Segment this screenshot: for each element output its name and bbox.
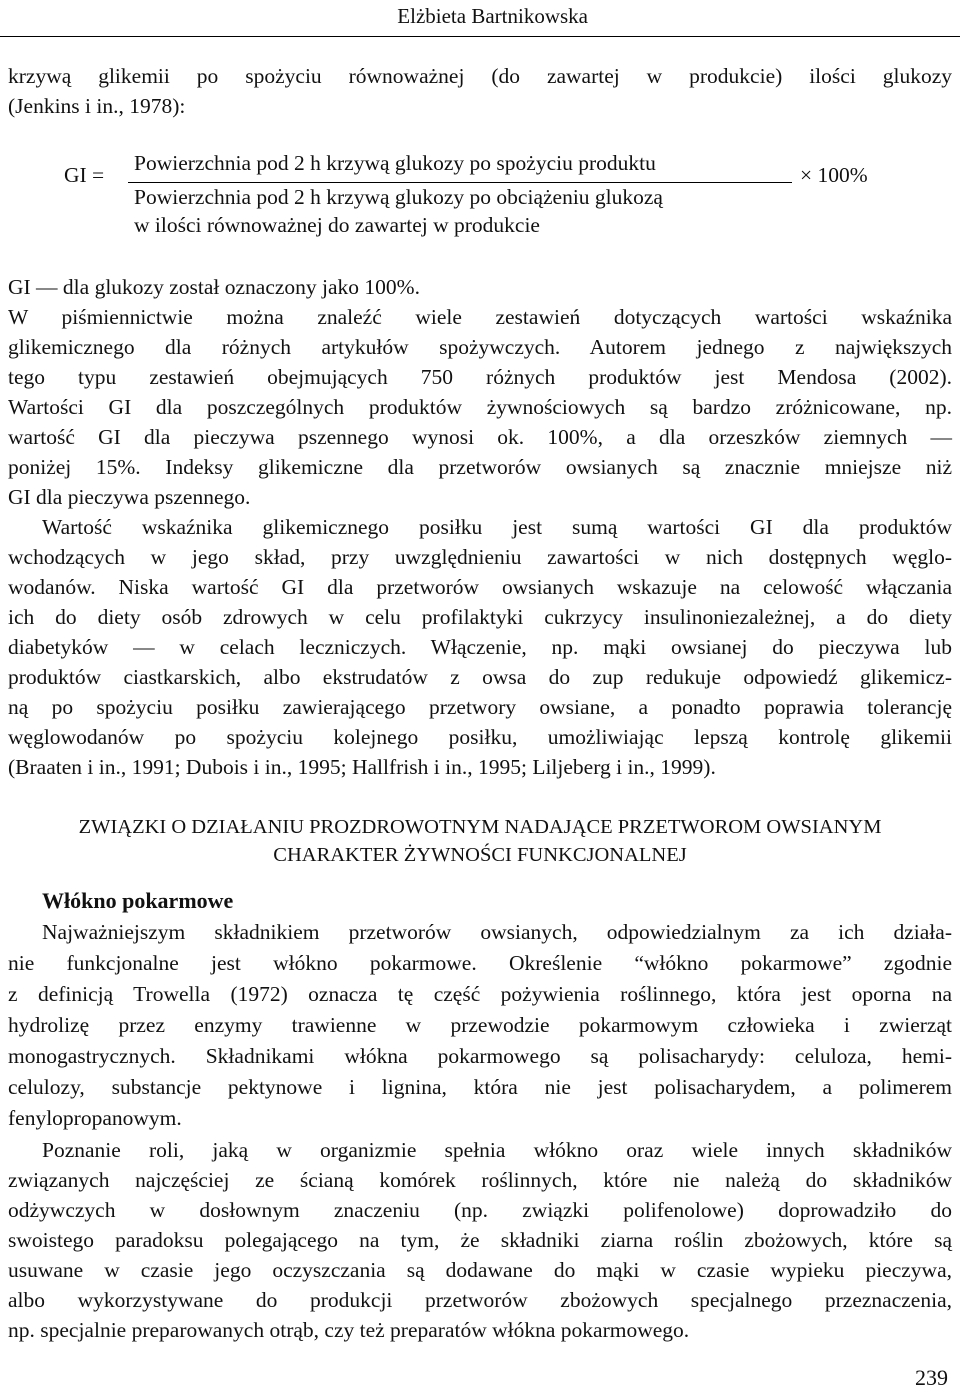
paragraph4-line: odżywczych w dosłownym znaczeniu (np. związki polifenolowe) doprowadziło do (8, 1198, 952, 1222)
paragraph1-line: tego typu zestawień obejmujących 750 różnych produktów jest Mendosa (2002). (8, 365, 952, 389)
paragraph3-line: celulozy, substancje pektynowe i lignina, która nie jest polisacharydem, a polimerem (8, 1075, 952, 1099)
formula-denominator-line1: Powierzchnia pod 2 h krzywą glukozy po obciążeniu glukozą (134, 185, 663, 209)
formula-lhs: GI = (64, 163, 105, 187)
running-header (0, 0, 960, 37)
fraction-bar (128, 182, 792, 183)
paragraph1-line: glikemicznego dla różnych artykułów spożywczych. Autorem jednego z największych (8, 335, 952, 359)
paragraph1-line: GI dla pieczywa pszennego. (8, 485, 251, 509)
paragraph1-line: GI — dla glukozy został oznaczony jako 100%. (8, 275, 420, 299)
paragraph2-line: diabetyków — w celach leczniczych. Włączenie, np. mąki owsianej do pieczywa lub (8, 635, 952, 659)
paragraph4-line: Poznanie roli, jaką w organizmie spełnia włókno oraz wiele innych składników (42, 1138, 952, 1162)
paragraph2-line: wchodzących w jego skład, przy uwzględnieniu zawartości w nich dostępnych węglo- (8, 545, 952, 569)
paragraph2-line: (Braaten i in., 1991; Dubois i in., 1995; Hallfrish i in., 1995; Liljeberg i in., 1999). (8, 755, 716, 779)
paragraph3-line: hydrolizę przez enzymy trawienne w przewodzie pokarmowym człowieka i zwierząt (8, 1013, 952, 1037)
paragraph3-line: z definicją Trowella (1972) oznacza tę część pożywienia roślinnego, która jest oporna na (8, 982, 952, 1006)
paragraph1-line: wartość GI dla pieczywa pszennego wynosi ok. 100%, a dla orzeszków ziemnych — (8, 425, 952, 449)
paragraph4-line: np. specjalnie preparowanych otrąb, czy też preparatów włókna pokarmowego. (8, 1318, 690, 1342)
page-number: 239 (915, 1365, 948, 1390)
intro-line: (Jenkins i in., 1978): (8, 94, 186, 118)
paragraph2-line: Wartość wskaźnika glikemicznego posiłku jest sumą wartości GI dla produktów (42, 515, 952, 539)
paragraph3-line: fenylopropanowym. (8, 1106, 182, 1130)
paragraph4-line: związanych najczęściej ze ścianą komórek roślinnych, które nie należą do składników (8, 1168, 952, 1192)
paragraph3-line: nie funkcjonalne jest włókno pokarmowe. Określenie “włókno pokarmowe” zgodnie (8, 951, 952, 975)
section-heading-line: CHARAKTER ŻYWNOŚCI FUNKCJONALNEJ (273, 844, 687, 866)
paragraph1-line: Wartości GI dla poszczególnych produktów żywnościowych są bardzo zróżnicowane, np. (8, 395, 952, 419)
subheading: Włókno pokarmowe (42, 888, 234, 913)
paragraph4-line: albo wykorzystywane do produkcji przetworów zbożowych specjalnego przeznaczenia, (8, 1288, 952, 1312)
paragraph2-line: ną po spożyciu posiłku zawierającego przetwory owsiane, a ponadto poprawia tolerancję (8, 695, 952, 719)
paragraph2-line: węglowodanów po spożyciu kolejnego posiłku, umożliwiając lepszą kontrolę glikemii (8, 725, 952, 749)
formula-numerator: Powierzchnia pod 2 h krzywą glukozy po spożyciu produktu (134, 151, 656, 175)
intro-line: krzywą glikemii po spożyciu równoważnej (do zawartej w produkcie) ilości glukozy (8, 64, 952, 88)
header-author: Elżbieta Bartnikowska (397, 4, 588, 28)
paragraph3-line: Najważniejszym składnikiem przetworów owsianych, odpowiedzialnym za ich działa- (42, 920, 952, 944)
paragraph3-line: monogastrycznych. Składnikami włókna pokarmowego są polisacharydy: celuloza, hemi- (8, 1044, 952, 1068)
paragraph2-line: wodanów. Niska wartość GI dla przetworów owsianych wskazuje na celowość włączania (8, 575, 952, 599)
formula-multiplier: × 100% (800, 163, 868, 187)
paragraph2-line: produktów ciastkarskich, albo ekstrudatów z owsa do zup redukuje odpowiedź glikemicz- (8, 665, 952, 689)
formula-denominator-line2: w ilości równoważnej do zawartej w produkcie (134, 213, 540, 237)
paragraph4-line: usuwane w czasie jego oczyszczania są dodawane do mąki w czasie wypieku pieczywa, (8, 1258, 952, 1282)
paragraph2-line: ich do diety osób zdrowych w celu profilaktyki cukrzycy insulinoniezależnej, a do diety (8, 605, 952, 629)
paragraph1-line: poniżej 15%. Indeksy glikemiczne dla przetworów owsianych są znacznie mniejsze niż (8, 455, 952, 479)
section-heading-line: ZWIĄZKI O DZIAŁANIU PROZDROWOTNYM NADAJĄCE PRZETWOROM OWSIANYM (78, 816, 882, 838)
paragraph1-line: W piśmiennictwie można znaleźć wiele zestawień dotyczących wartości wskaźnika (8, 305, 952, 329)
paragraph4-line: swoistego paradoksu polegającego na tym, że składniki ziarna roślin zbożowych, które są (8, 1228, 952, 1252)
